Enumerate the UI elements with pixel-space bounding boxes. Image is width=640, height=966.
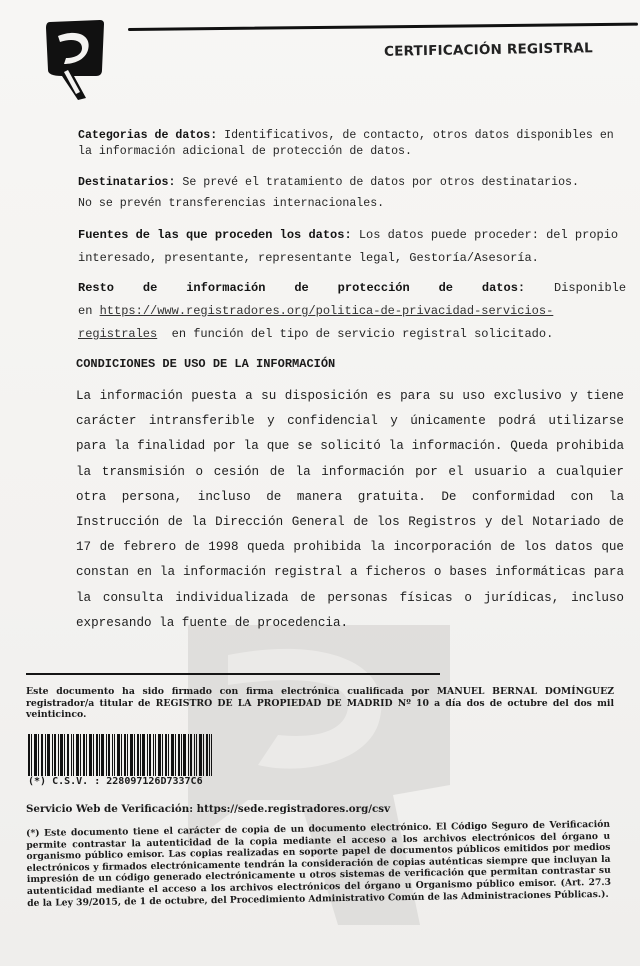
categorias-label: Categorias de datos (78, 129, 211, 142)
destinatarios-paragraph: Destinatarios: Se prevé el tratamiento de datos por otros destinatarios. No se prevén transferencias internacionales. (78, 172, 626, 214)
destinatarios-label: Destinatarios (78, 176, 169, 189)
copy-legal-note: (*) Este documento tiene el carácter de copia de un documento electrónico. El Código Seguro de Verificación permite contrastar la autenticidad de la copia mediante el acceso a los archivos electrónicos del órgano u organismo público emisor. Las copias realizadas en soporte papel de documentos públicos emitidos por medios electrónicos y firmados electrónicamente tendrán la consideración de copias auténticas siempre que incluyan la impresión de un código generado electrónicamente u otros sistemas de verificación que permitan contrastar su autenticidad mediante el acceso a los archivos electrónicos del órgano u Organismo público emisor. (Art. 27.3 de la Ley 39/2015, de 1 de octubre, del Procedimiento Administrativo Común de las Administraciones Públicas.). (26, 818, 612, 909)
signature-rule (26, 673, 440, 675)
resto-paragraph (78, 277, 626, 346)
categorias-text: Identificativos, de contacto, otros datos disponibles en la información adicional de protección de datos. (78, 129, 614, 158)
resto-text-end: en función del tipo de servicio registral solicitado. (171, 327, 554, 341)
resto-label-word: información (186, 281, 266, 295)
privacy-policy-link[interactable]: https://www.registradores.org/politica-de-privacidad-servicios- (99, 304, 554, 318)
resto-label-word: de (294, 281, 309, 295)
resto-text-en: en (78, 304, 93, 318)
conditions-body: La información puesta a su disposición es para su uso exclusivo y tiene carácter intransferible y confidencial y únicamente podrá utilizarse para la finalidad por la que se solicitó la información. Queda prohibida la transmisión o cesión de la información por el usuario a cualquier otra persona, incluso de manera gratuita. De conformidad con la Instrucción de la Dirección General de los Registros y del Notariado de 17 de febrero de 1998 queda prohibida la incorporación de los datos que constan en la información registral a ficheros o bases informáticas para la consulta individualizada de personas físicas o jurídicas, incluso expresando la fuente de procedencia. (76, 389, 624, 630)
document-title: CERTIFICACIÓN REGISTRAL (383, 40, 593, 60)
verification-service-url[interactable]: Servicio Web de Verificación: https://sede.registradores.org/csv (26, 803, 391, 815)
fuentes-paragraph: Fuentes de las que proceden los datos: Los datos puede proceder: del propio interesado, presentante, representante legal, Gestoría/Asesoría. (78, 228, 619, 265)
registradores-logo-icon (44, 18, 106, 102)
destinatarios-text: Se prevé el tratamiento de datos por otros destinatarios. (182, 176, 579, 189)
resto-text-start: Disponible (554, 281, 627, 295)
resto-label-word: Resto (78, 281, 115, 295)
csv-barcode-icon (28, 734, 212, 776)
resto-label-word: protección (337, 281, 410, 295)
resto-label-word: de (438, 281, 453, 295)
fuentes-text: Los datos puede proceder: del propio interesado, presentante, representante legal, Gestoría/Asesoría. (78, 228, 619, 265)
fuentes-label: Fuentes de las que proceden los datos (78, 228, 345, 242)
conditions-heading: CONDICIONES DE USO DE LA INFORMACIÓN (76, 357, 336, 371)
privacy-policy-link-continued[interactable]: registrales (78, 327, 158, 341)
signature-statement: Este documento ha sido firmado con firma electrónica cualificada por MANUEL BERNAL DOMÍNGUEZ registrador/a titular de REGISTRO DE LA PROPIEDAD DE MADRID Nº 10 a día dos de octubre del dos mil veinticinco. (26, 686, 614, 720)
transferencias-text: No se prevén transferencias internacionales. (78, 197, 385, 210)
resto-label-word: de (142, 281, 158, 295)
csv-code: (*) C.S.V. : 228097126D7337C6 (28, 776, 203, 787)
categorias-paragraph: Categorias de datos: Identificativos, de contacto, otros datos disponibles en la información adicional de protección de datos. (78, 129, 614, 158)
resto-label-word: datos: (481, 281, 526, 295)
